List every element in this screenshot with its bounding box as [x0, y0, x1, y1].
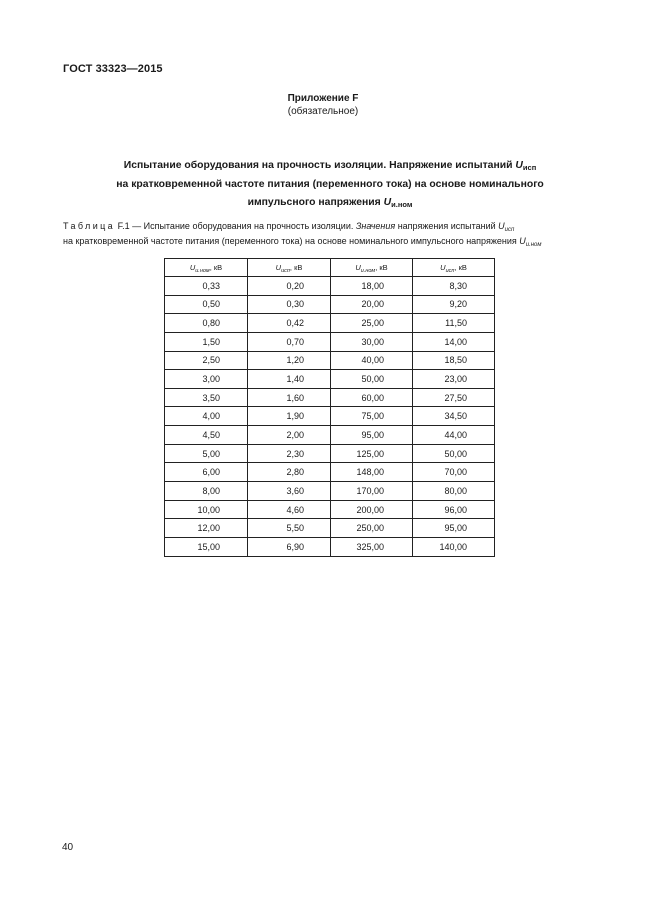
table-cell: 3,50 [165, 388, 248, 407]
title-line1-text: Испытание оборудования на прочность изоляции. Напряжение испытаний [123, 160, 516, 171]
table-row [165, 277, 495, 296]
table-caption [63, 220, 591, 250]
caption-var2-sub: и.ном [525, 242, 542, 248]
table-cell: 0,20 [248, 277, 331, 296]
table-cell: 2,80 [248, 463, 331, 482]
title-line3-sub: и.ном [391, 200, 413, 209]
table-cell: 1,90 [248, 407, 331, 426]
table-cell: 1,60 [248, 388, 331, 407]
title-line1-var: U [515, 160, 523, 171]
table-cell: 44,00 [413, 426, 495, 445]
table-cell: 3,60 [248, 482, 331, 501]
appendix-status: (обязательное) [287, 106, 359, 117]
appendix-title [95, 157, 565, 213]
table-cell: 70,00 [413, 463, 495, 482]
table-cell: 23,00 [413, 370, 495, 389]
table-cell: 11,50 [413, 314, 495, 333]
table-cell: 8,00 [165, 482, 248, 501]
table-header-row [165, 259, 495, 277]
table-row [165, 370, 495, 389]
header-cell: $U_{и.ном}$, кВ [165, 259, 248, 277]
table-cell: 2,50 [165, 351, 248, 370]
table-cell: 148,00 [331, 463, 413, 482]
table-row [165, 295, 495, 314]
table-cell: 4,50 [165, 426, 248, 445]
caption-line2-text: на кратковременной частоте питания (переменного тока) на основе номинального импульсного напряжения [63, 236, 520, 246]
table-cell: 0,30 [248, 295, 331, 314]
table-cell: 15,00 [165, 537, 248, 556]
caption-number-text: F.1 — Испытание оборудования на прочность изоляции. [115, 221, 356, 231]
appendix-name: Приложение F [287, 93, 359, 104]
table-cell: 8,30 [413, 277, 495, 296]
voltage-table [164, 258, 495, 557]
title-line1-sub: исп [522, 163, 537, 172]
caption-text-after: напряжения испытаний [395, 221, 499, 231]
table-cell: 5,50 [248, 519, 331, 538]
page-number: 40 [62, 842, 74, 853]
table-cell: 18,00 [331, 277, 413, 296]
title-line3-text: импульсного напряжения [247, 197, 384, 208]
table-cell: 6,00 [165, 463, 248, 482]
table-cell: 325,00 [331, 537, 413, 556]
table-cell: 95,00 [413, 519, 495, 538]
table-cell: 75,00 [331, 407, 413, 426]
table-cell: 40,00 [331, 351, 413, 370]
table-cell: 2,00 [248, 426, 331, 445]
table-row [165, 519, 495, 538]
table-cell: 10,00 [165, 500, 248, 519]
standard-header: ГОСТ 33323—2015 [63, 63, 163, 75]
table-cell: 9,20 [413, 295, 495, 314]
table-cell: 50,00 [331, 370, 413, 389]
table-cell: 20,00 [331, 295, 413, 314]
table-row [165, 332, 495, 351]
table-cell: 0,80 [165, 314, 248, 333]
table-cell: 200,00 [331, 500, 413, 519]
table-cell: 4,60 [248, 500, 331, 519]
table-cell: 1,40 [248, 370, 331, 389]
header-cell: $U_{исп}$, кВ [248, 259, 331, 277]
table-row [165, 426, 495, 445]
table-row [165, 388, 495, 407]
table-cell: 95,00 [331, 426, 413, 445]
caption-var1: U [498, 221, 505, 231]
table-cell: 14,00 [413, 332, 495, 351]
table-cell: 60,00 [331, 388, 413, 407]
caption-var2: U [519, 236, 526, 246]
table-row [165, 500, 495, 519]
table-cell: 2,30 [248, 444, 331, 463]
appendix-heading [0, 92, 646, 118]
table-row [165, 482, 495, 501]
table-cell: 18,50 [413, 351, 495, 370]
table-cell: 80,00 [413, 482, 495, 501]
caption-var1-sub: исп [504, 227, 515, 233]
table-cell: 3,00 [165, 370, 248, 389]
title-line2: на кратковременной частоте питания (переменного тока) на основе номинального [116, 178, 544, 190]
title-line3-var: U [383, 197, 392, 208]
table-cell: 12,00 [165, 519, 248, 538]
table-cell: 30,00 [331, 332, 413, 351]
table-cell: 6,90 [248, 537, 331, 556]
table-row [165, 407, 495, 426]
table-cell: 0,33 [165, 277, 248, 296]
table-cell: 96,00 [413, 500, 495, 519]
table-cell: 4,00 [165, 407, 248, 426]
table-cell: 1,50 [165, 332, 248, 351]
table-cell: 34,50 [413, 407, 495, 426]
caption-label: Таблица [63, 221, 116, 231]
table-row [165, 314, 495, 333]
table-cell: 170,00 [331, 482, 413, 501]
table-cell: 250,00 [331, 519, 413, 538]
table-row [165, 537, 495, 556]
header-cell: $U_{исп}$, кВ [413, 259, 495, 277]
table-cell: 27,50 [413, 388, 495, 407]
table-cell: 5,00 [165, 444, 248, 463]
table-row [165, 351, 495, 370]
table-cell: 0,42 [248, 314, 331, 333]
table-cell: 25,00 [331, 314, 413, 333]
caption-italic-word: Значения [355, 221, 396, 231]
table-cell: 0,50 [165, 295, 248, 314]
table-cell: 125,00 [331, 444, 413, 463]
table-cell: 50,00 [413, 444, 495, 463]
table-cell: 0,70 [248, 332, 331, 351]
table-cell: 140,00 [413, 537, 495, 556]
table-row [165, 463, 495, 482]
header-cell: $U_{и.ном}$, кВ [331, 259, 413, 277]
table-cell: 1,20 [248, 351, 331, 370]
table-row [165, 444, 495, 463]
